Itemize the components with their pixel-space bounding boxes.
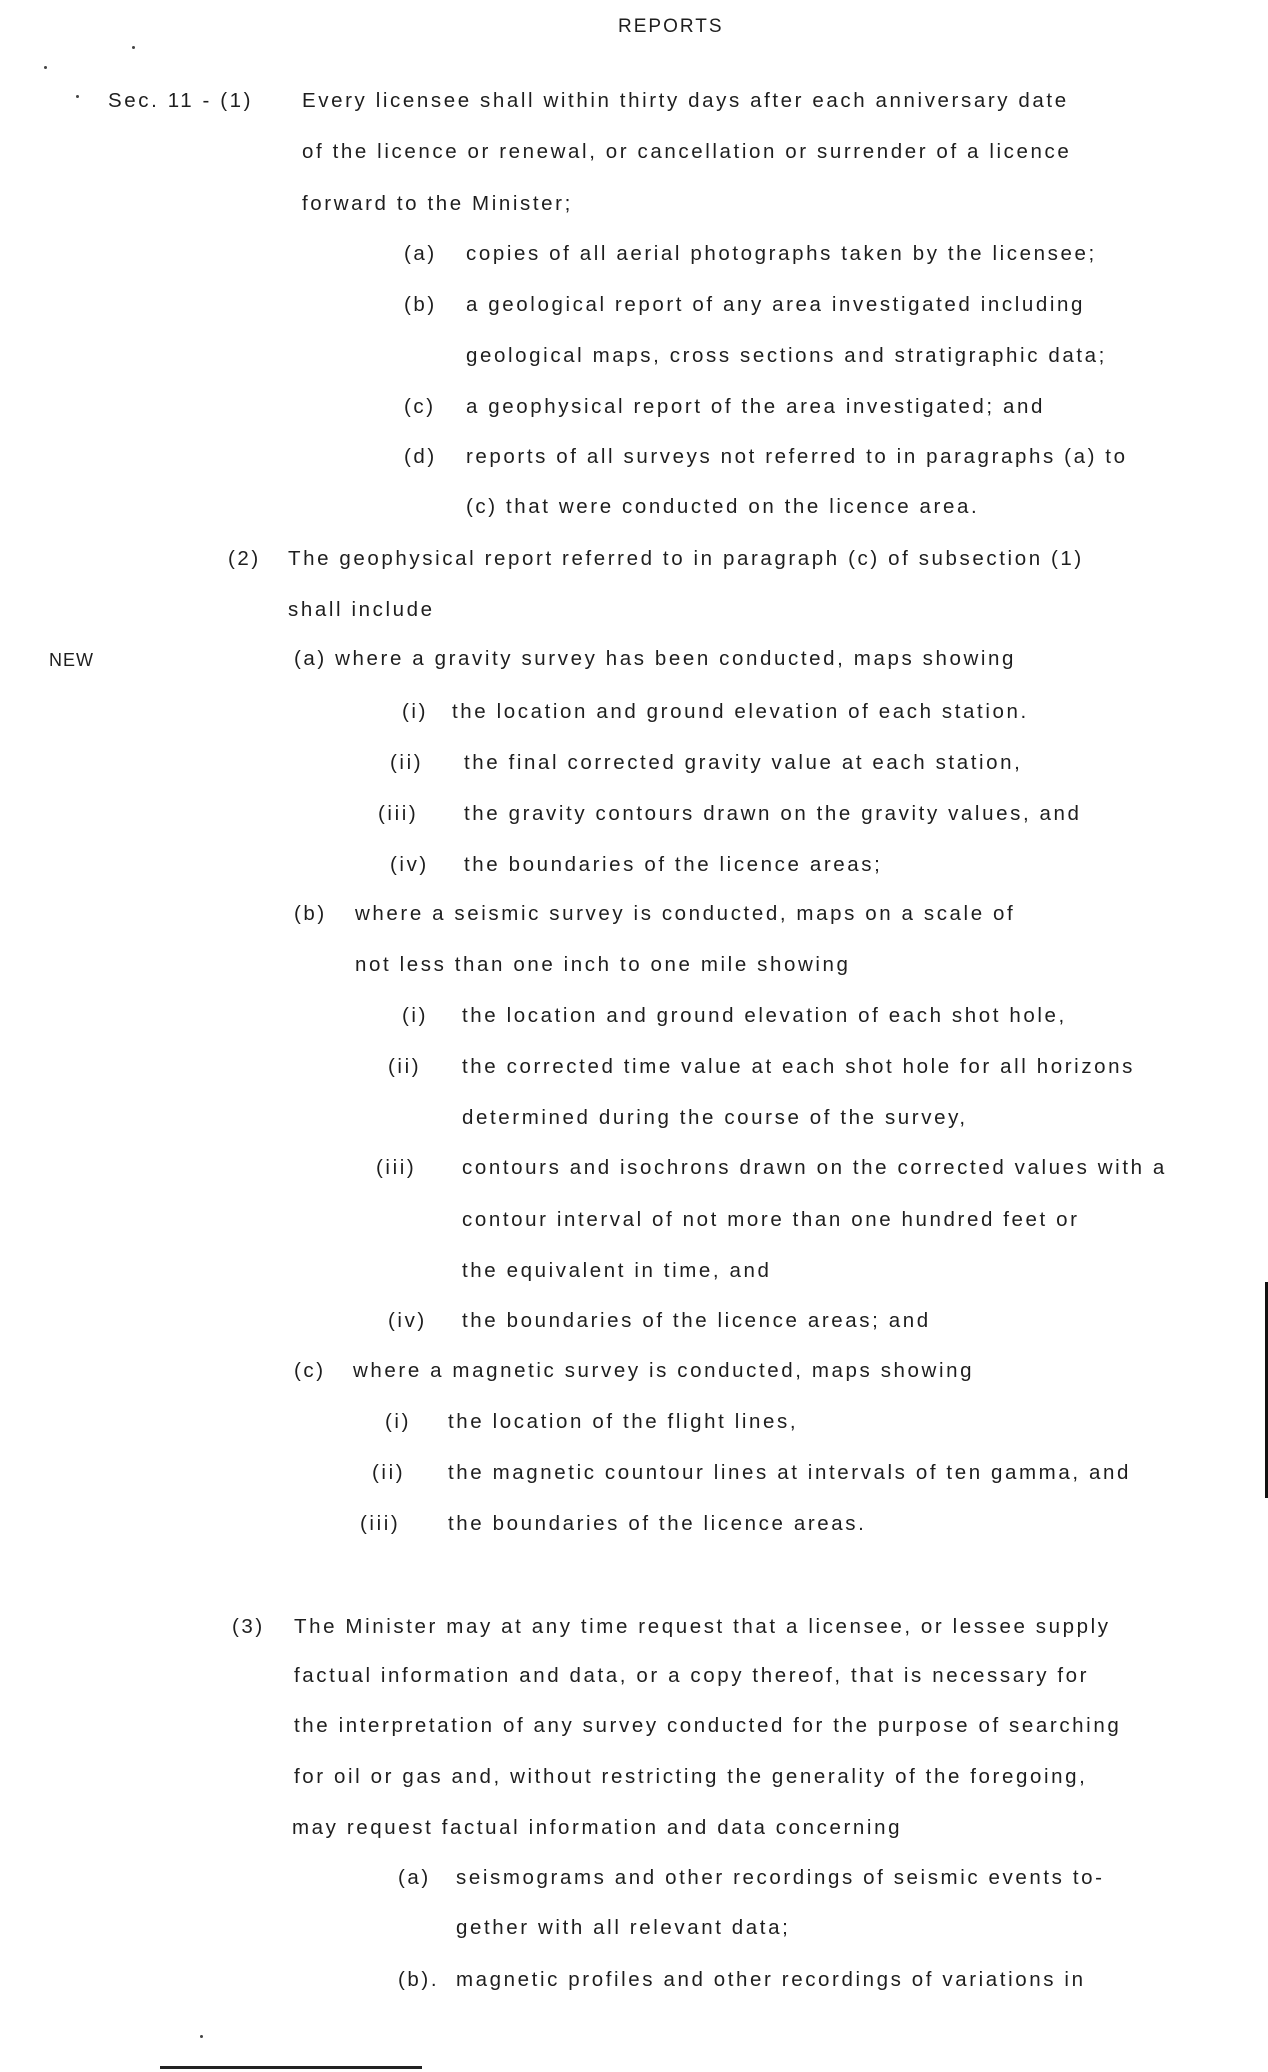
text-line-s1c-l1: a geophysical report of the area investigated; and <box>466 395 1046 418</box>
text-line-s3b-label: (b). <box>398 1968 440 1991</box>
text-line-s2c-ii-text: the magnetic countour lines at intervals of ten gamma, and <box>448 1461 1131 1484</box>
text-line-s1d-l2: (c) that were conducted on the licence area. <box>466 495 980 518</box>
text-line-s2c-l1: where a magnetic survey is conducted, maps showing <box>353 1359 975 1382</box>
footer-rule <box>160 2066 422 2069</box>
text-line-s2b-l2: not less than one inch to one mile showing <box>355 953 851 976</box>
text-line-s2-l1: The geophysical report referred to in paragraph (c) of subsection (1) <box>288 547 1084 570</box>
text-line-s1b-label: (b) <box>404 293 437 316</box>
text-line-s2c-label: (c) <box>294 1359 326 1382</box>
text-line-s2b-iv-text: the boundaries of the licence areas; and <box>462 1309 931 1332</box>
text-line-s3-l5: may request factual information and data concerning <box>292 1816 903 1839</box>
text-line-s3a-label: (a) <box>398 1866 431 1889</box>
text-line-sec-label: Sec. 11 - (1) <box>108 89 254 112</box>
text-line-s2c-i-label: (i) <box>385 1410 412 1433</box>
text-line-s2c-iii-label: (iii) <box>360 1512 401 1535</box>
text-line-s2b-iii-cont2: the equivalent in time, and <box>462 1259 772 1282</box>
text-line-s2a-i-text: the location and ground elevation of each station. <box>452 700 1029 723</box>
text-line-s2b-iii-cont1: contour interval of not more than one hundred feet or <box>462 1208 1080 1231</box>
text-line-s3-l2: factual information and data, or a copy thereof, that is necessary for <box>294 1664 1090 1687</box>
text-line-s1-l3: forward to the Minister; <box>302 192 573 215</box>
text-line-s2b-i-text: the location and ground elevation of each shot hole, <box>462 1004 1067 1027</box>
text-line-s3-l1: The Minister may at any time request that a licensee, or lessee supply <box>294 1615 1111 1638</box>
page-title: REPORTS <box>618 16 724 37</box>
text-line-s2c-ii-label: (ii) <box>372 1461 406 1484</box>
text-line-s2b-iii-text: contours and isochrons drawn on the corrected values with a <box>462 1156 1167 1179</box>
text-line-s3a-l2: gether with all relevant data; <box>456 1916 791 1939</box>
scan-speck <box>44 66 47 69</box>
text-line-s2a-iv-text: the boundaries of the licence areas; <box>464 853 883 876</box>
text-line-s1a-l1: copies of all aerial photographs taken by the licensee; <box>466 242 1097 265</box>
text-line-s2a-l1: (a) where a gravity survey has been conducted, maps showing <box>294 647 1017 670</box>
text-line-s1a-label: (a) <box>404 242 437 265</box>
text-line-s2a-iii-text: the gravity contours drawn on the gravity values, and <box>464 802 1082 825</box>
text-line-s2b-ii-label: (ii) <box>388 1055 422 1078</box>
text-line-s2c-i-text: the location of the flight lines, <box>448 1410 799 1433</box>
text-line-s2b-l1: where a seismic survey is conducted, maps on a scale of <box>355 902 1016 925</box>
text-line-s2b-iv-label: (iv) <box>388 1309 427 1332</box>
text-line-s1-l2: of the licence or renewal, or cancellation or surrender of a licence <box>302 140 1072 163</box>
text-line-s3b-l1: magnetic profiles and other recordings of variations in <box>456 1968 1086 1991</box>
text-line-s1b-l1: a geological report of any area investigated including <box>466 293 1086 316</box>
text-line-s2-label: (2) <box>228 547 261 570</box>
text-line-s2a-iii-label: (iii) <box>378 802 419 825</box>
scan-speck <box>200 2035 203 2038</box>
text-line-s2a-i-label: (i) <box>402 700 429 723</box>
text-line-s2a-iv-label: (iv) <box>390 853 429 876</box>
text-line-s1d-label: (d) <box>404 445 437 468</box>
text-line-s2-l2: shall include <box>288 598 435 621</box>
text-line-s3-l4: for oil or gas and, without restricting the generality of the foregoing, <box>294 1765 1088 1788</box>
text-line-s2a-ii-text: the final corrected gravity value at each station, <box>464 751 1023 774</box>
text-line-s2b-ii-text: the corrected time value at each shot hole for all horizons <box>462 1055 1136 1078</box>
text-line-s2c-iii-text: the boundaries of the licence areas. <box>448 1512 867 1535</box>
text-line-s2b-label: (b) <box>294 902 327 925</box>
text-line-s1c-label: (c) <box>404 395 436 418</box>
text-line-s2a-ii-label: (ii) <box>390 751 424 774</box>
scan-speck <box>132 46 135 49</box>
text-line-s1b-l2: geological maps, cross sections and stratigraphic data; <box>466 344 1107 367</box>
text-line-s3a-l1: seismograms and other recordings of seismic events to- <box>456 1866 1105 1889</box>
text-line-s2b-i-label: (i) <box>402 1004 429 1027</box>
text-line-s2b-iii-label: (iii) <box>376 1156 417 1179</box>
margin-note: NEW <box>49 650 94 670</box>
text-line-s3-l3: the interpretation of any survey conducted for the purpose of searching <box>294 1714 1122 1737</box>
scan-speck <box>76 95 79 98</box>
text-line-s3-label: (3) <box>232 1615 265 1638</box>
text-line-s1d-l1: reports of all surveys not referred to in paragraphs (a) to <box>466 445 1128 468</box>
text-line-s2b-ii-cont: determined during the course of the survey, <box>462 1106 968 1129</box>
text-line-s1-l1: Every licensee shall within thirty days after each anniversary date <box>302 89 1069 112</box>
